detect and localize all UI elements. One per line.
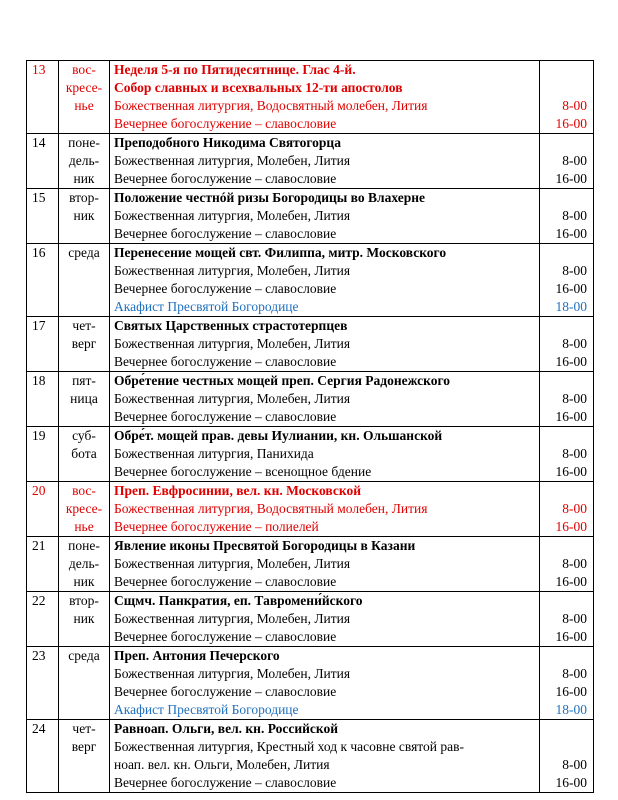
- time-spacer: [540, 317, 587, 335]
- times-cell: [540, 317, 594, 372]
- schedule-body: [27, 61, 594, 793]
- service-time: 16-00: [555, 354, 587, 369]
- service-line: Вечернее богослужение – славословие: [114, 684, 337, 699]
- times-cell: [540, 134, 594, 189]
- akathist-line: Акафист Пресвятой Богородице: [114, 702, 299, 717]
- weekday-cell: [59, 482, 110, 537]
- weekday-cell: [59, 427, 110, 482]
- weekday-cell: [59, 317, 110, 372]
- service-line: Вечернее богослужение – полиелей: [114, 519, 319, 534]
- services-cell: [110, 189, 540, 244]
- feast-title: Святых Царственных страстотерпцев: [114, 318, 348, 333]
- services-cell: [110, 592, 540, 647]
- service-line: Божественная литургия, Молебен, Лития: [114, 336, 351, 351]
- service-line: ноап. вел. кн. Ольги, Молебен, Лития: [114, 757, 330, 772]
- schedule-row: [27, 61, 594, 134]
- weekday-part: кресе-: [65, 80, 103, 95]
- schedule-row: [27, 592, 594, 647]
- time-spacer: [540, 482, 587, 500]
- schedule-row: [27, 482, 594, 537]
- services-cell: [110, 61, 540, 134]
- weekday-cell: [59, 720, 110, 793]
- service-line: Божественная литургия, Молебен, Лития: [114, 556, 351, 571]
- time-spacer: [540, 537, 587, 555]
- weekday-part: дель-: [68, 556, 100, 571]
- weekday-part: дель-: [68, 153, 100, 168]
- weekday-cell: [59, 592, 110, 647]
- feast-title: Явление иконы Пресвятой Богородицы в Казани: [114, 538, 416, 553]
- schedule-row: [27, 189, 594, 244]
- day-number: 22: [27, 592, 59, 647]
- times-cell: [540, 647, 594, 720]
- day-number: 19: [27, 427, 59, 482]
- services-cell: [110, 720, 540, 793]
- weekday-part: чет-: [72, 318, 96, 333]
- weekday-part: нье: [74, 98, 94, 113]
- service-time: 8-00: [562, 501, 587, 516]
- service-time: 8-00: [562, 336, 587, 351]
- time-spacer: [540, 592, 587, 610]
- service-time: 8-00: [562, 208, 587, 223]
- day-number: 18: [27, 372, 59, 427]
- services-cell: [110, 244, 540, 317]
- weekday-part: бота: [71, 446, 97, 461]
- times-cell: [540, 482, 594, 537]
- day-number: 24: [27, 720, 59, 793]
- service-line: Вечернее богослужение – славословие: [114, 354, 337, 369]
- weekday-cell: [59, 244, 110, 317]
- services-cell: [110, 647, 540, 720]
- service-line: Божественная литургия, Молебен, Лития: [114, 666, 351, 681]
- service-time: 16-00: [555, 629, 587, 644]
- services-cell: [110, 482, 540, 537]
- time-spacer: [540, 720, 587, 738]
- service-line: Вечернее богослужение – славословие: [114, 574, 337, 589]
- service-time: 16-00: [555, 464, 587, 479]
- weekday-cell: [59, 537, 110, 592]
- schedule-row: [27, 317, 594, 372]
- times-cell: [540, 372, 594, 427]
- day-number: 20: [27, 482, 59, 537]
- feast-title: Перенесение мощей свт. Филиппа, митр. Московского: [114, 245, 447, 260]
- day-number: 17: [27, 317, 59, 372]
- time-spacer: [540, 134, 587, 152]
- service-line: Вечернее богослужение – славословие: [114, 629, 337, 644]
- service-time: 16-00: [555, 409, 587, 424]
- weekday-cell: [59, 61, 110, 134]
- feast-title: Собор славных и всехвальных 12-ти апостолов: [114, 80, 403, 95]
- weekday-part: среда: [68, 648, 100, 663]
- day-number: 13: [27, 61, 59, 134]
- service-time: 16-00: [555, 775, 587, 790]
- day-number: 23: [27, 647, 59, 720]
- services-cell: [110, 134, 540, 189]
- time-spacer: [540, 647, 587, 665]
- service-time: 16-00: [555, 519, 587, 534]
- weekday-part: верг: [71, 336, 97, 351]
- service-line: Вечернее богослужение – всенощное бдение: [114, 464, 372, 479]
- times-cell: [540, 244, 594, 317]
- services-cell: [110, 372, 540, 427]
- time-spacer: [540, 61, 587, 79]
- service-time: 16-00: [555, 116, 587, 131]
- service-line: Божественная литургия, Водосвятный молебен, Лития: [114, 98, 428, 113]
- feast-title: Обре́т. мощей прав. девы Иулиании, кн. Ольшанской: [114, 428, 443, 443]
- service-line: Вечернее богослужение – славословие: [114, 409, 337, 424]
- weekday-part: втор-: [69, 190, 99, 205]
- schedule-row: [27, 244, 594, 317]
- day-number: 15: [27, 189, 59, 244]
- day-number: 14: [27, 134, 59, 189]
- service-time: 18-00: [555, 702, 587, 717]
- service-time: 8-00: [562, 556, 587, 571]
- feast-title: Неделя 5-я по Пятидесятнице. Глас 4-й.: [114, 62, 356, 77]
- feast-title: Преп. Антония Печерского: [114, 648, 280, 663]
- schedule-row: [27, 372, 594, 427]
- weekday-part: среда: [68, 245, 100, 260]
- service-time: 8-00: [562, 263, 587, 278]
- service-line: Вечернее богослужение – славословие: [114, 281, 337, 296]
- schedule-row: [27, 134, 594, 189]
- service-time: 16-00: [555, 574, 587, 589]
- weekday-part: ник: [73, 574, 95, 589]
- schedule-row: [27, 537, 594, 592]
- times-cell: [540, 427, 594, 482]
- day-number: 21: [27, 537, 59, 592]
- weekday-part: ник: [73, 208, 95, 223]
- service-time: 18-00: [555, 299, 587, 314]
- feast-title: Равноап. Ольги, вел. кн. Российской: [114, 721, 339, 736]
- times-cell: [540, 61, 594, 134]
- weekday-cell: [59, 647, 110, 720]
- service-line: Божественная литургия, Молебен, Лития: [114, 208, 351, 223]
- weekday-part: втор-: [69, 593, 99, 608]
- service-line: Божественная литургия, Молебен, Лития: [114, 263, 351, 278]
- service-line: Вечернее богослужение – славословие: [114, 775, 337, 790]
- weekday-part: кресе-: [65, 501, 103, 516]
- weekday-part: вос-: [72, 483, 96, 498]
- weekday-part: чет-: [72, 721, 96, 736]
- services-cell: [110, 537, 540, 592]
- feast-title: Обре́тение честных мощей преп. Сергия Радонежского: [114, 373, 451, 388]
- weekday-part: ник: [73, 171, 95, 186]
- schedule-row: [27, 720, 594, 793]
- time-spacer: [540, 189, 587, 207]
- feast-title: Положение честнóй ризы Богородицы во Влахерне: [114, 190, 426, 205]
- day-number: 16: [27, 244, 59, 317]
- service-time: 8-00: [562, 98, 587, 113]
- service-line: Вечернее богослужение – славословие: [114, 116, 337, 131]
- services-cell: [110, 427, 540, 482]
- service-time: 8-00: [562, 611, 587, 626]
- service-time: 16-00: [555, 684, 587, 699]
- service-line: Божественная литургия, Молебен, Лития: [114, 611, 351, 626]
- weekday-cell: [59, 372, 110, 427]
- weekday-cell: [59, 189, 110, 244]
- times-cell: [540, 537, 594, 592]
- schedule-row: [27, 427, 594, 482]
- service-line: Вечернее богослужение – славословие: [114, 226, 337, 241]
- service-time: 16-00: [555, 281, 587, 296]
- service-line: Божественная литургия, Крестный ход к часовне святой рав-: [114, 739, 464, 754]
- times-cell: [540, 592, 594, 647]
- time-spacer: [540, 79, 587, 97]
- times-cell: [540, 189, 594, 244]
- service-line: Божественная литургия, Молебен, Лития: [114, 153, 351, 168]
- time-spacer: [540, 372, 587, 390]
- service-line: Божественная литургия, Водосвятный молебен, Лития: [114, 501, 428, 516]
- services-cell: [110, 317, 540, 372]
- weekday-part: верг: [71, 739, 97, 754]
- weekday-part: поне-: [68, 538, 100, 553]
- service-time: 8-00: [562, 666, 587, 681]
- service-time: 8-00: [562, 391, 587, 406]
- feast-title: Преп. Евфросинии, вел. кн. Московской: [114, 483, 362, 498]
- service-line: Вечернее богослужение – славословие: [114, 171, 337, 186]
- weekday-part: поне-: [68, 135, 100, 150]
- service-line: Божественная литургия, Панихида: [114, 446, 314, 461]
- feast-title: Преподобного Никодима Святогорца: [114, 135, 341, 150]
- akathist-line: Акафист Пресвятой Богородице: [114, 299, 299, 314]
- service-time: 8-00: [562, 153, 587, 168]
- schedule-table: [26, 60, 594, 793]
- service-line: Божественная литургия, Молебен, Лития: [114, 391, 351, 406]
- times-cell: [540, 720, 594, 793]
- weekday-part: суб-: [72, 428, 96, 443]
- weekday-part: пят-: [72, 373, 96, 388]
- weekday-part: ник: [73, 611, 95, 626]
- weekday-part: нье: [74, 519, 94, 534]
- weekday-part: ница: [70, 391, 98, 406]
- time-spacer: [540, 738, 587, 756]
- service-time: 16-00: [555, 171, 587, 186]
- service-time: 16-00: [555, 226, 587, 241]
- weekday-cell: [59, 134, 110, 189]
- time-spacer: [540, 244, 587, 262]
- schedule-row: [27, 647, 594, 720]
- service-time: 8-00: [562, 446, 587, 461]
- weekday-part: вос-: [72, 62, 96, 77]
- service-time: 8-00: [562, 757, 587, 772]
- time-spacer: [540, 427, 587, 445]
- feast-title: Сщмч. Панкратия, еп. Тавромени́йского: [114, 593, 363, 608]
